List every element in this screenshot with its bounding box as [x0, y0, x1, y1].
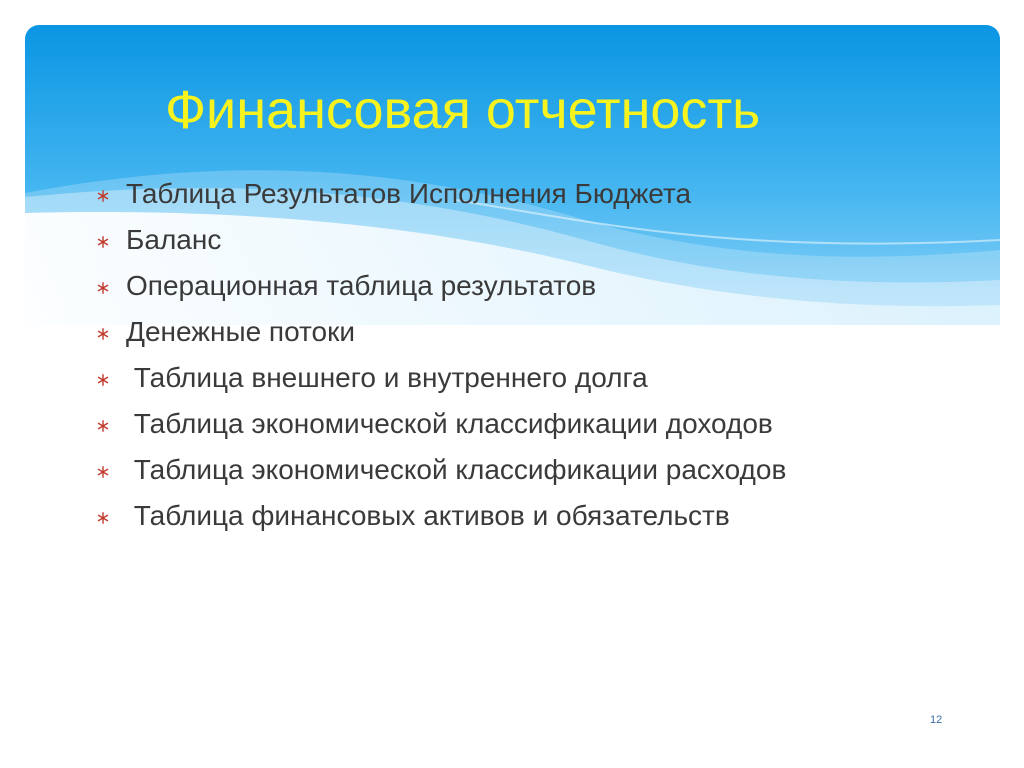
asterisk-icon: [95, 408, 113, 440]
asterisk-icon: [95, 224, 113, 256]
list-item: [95, 316, 895, 348]
list-item: [95, 500, 895, 532]
asterisk-icon: [95, 316, 113, 348]
page-number: 12: [930, 714, 943, 726]
bullet-text: Таблица внешнего и внутреннего долга: [126, 362, 648, 393]
bullet-text: Операционная таблица результатов: [126, 270, 597, 301]
bullet-list: [95, 178, 895, 546]
list-item: [95, 454, 895, 486]
list-item: [95, 408, 895, 440]
bullet-text: Таблица финансовых активов и обязательств: [126, 500, 730, 531]
asterisk-icon: [95, 362, 113, 394]
list-item: [95, 270, 895, 302]
asterisk-icon: [95, 454, 113, 486]
list-item: [95, 224, 895, 256]
asterisk-icon: [95, 178, 113, 210]
list-item: [95, 362, 895, 394]
bullet-text: Денежные потоки: [126, 316, 356, 347]
list-item: [95, 178, 895, 210]
bullet-text: Таблица экономической классификации расходов: [126, 454, 787, 485]
slide-title: Финансовая отчетность: [165, 80, 761, 140]
bullet-text: Баланс: [126, 224, 222, 255]
asterisk-icon: [95, 500, 113, 532]
bullet-text: Таблица Результатов Исполнения Бюджета: [126, 178, 692, 209]
bullet-text: Таблица экономической классификации доходов: [126, 408, 773, 439]
asterisk-icon: [95, 270, 113, 302]
